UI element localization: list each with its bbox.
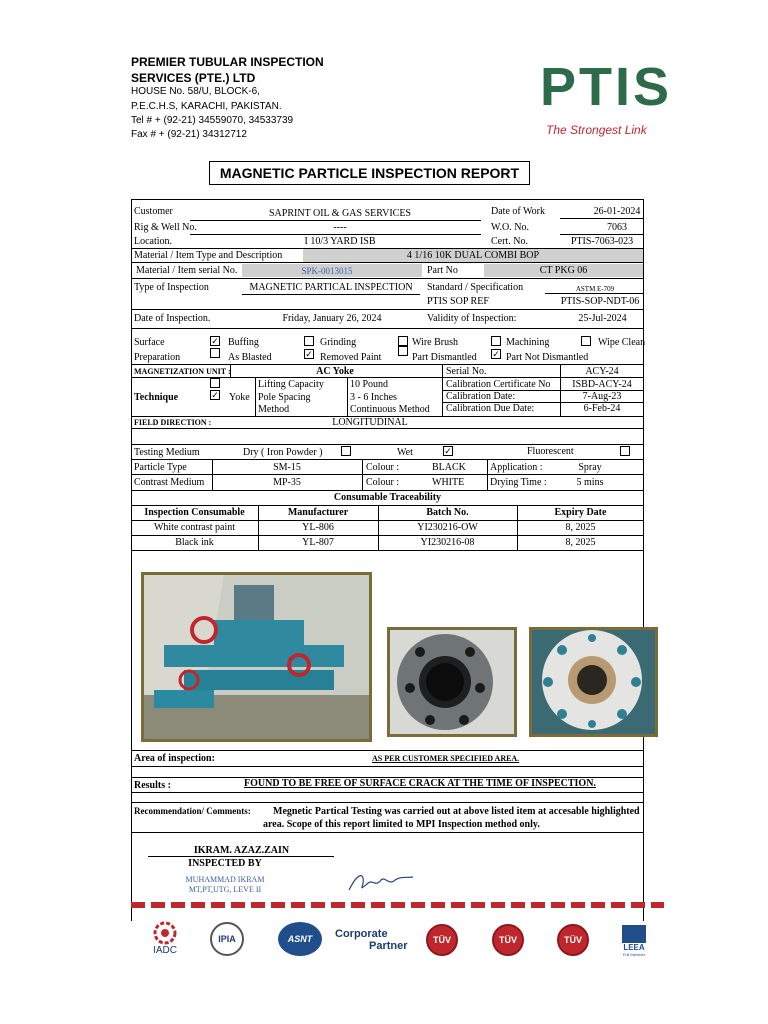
leea-logo — [620, 922, 648, 960]
std-label: Standard / Specification — [427, 282, 524, 293]
leea-emblem — [622, 925, 646, 943]
lifting-value: 10 Pound — [350, 379, 389, 390]
consumable-row-1-batch: YI230216-OW — [417, 522, 478, 533]
mag-serial-value: ACY-24 — [585, 366, 619, 377]
method-label: Method — [258, 404, 290, 415]
consumable-row-2-batch: YI230216-08 — [420, 537, 475, 548]
buffing-label: Buffing — [228, 337, 259, 348]
bop-photo-1 — [141, 572, 372, 742]
flange-photo-2 — [387, 627, 517, 737]
part-dismantled-checkbox[interactable] — [398, 346, 408, 356]
contrast-colour-value: WHITE — [432, 477, 465, 488]
dry-label: Dry ( Iron Powder ) — [243, 447, 323, 458]
drying-value: 5 mins — [576, 477, 604, 488]
company-tel: Tel # + (92-21) 34559070, 34533739 — [131, 115, 294, 126]
cal-due-label: Calibration Due Date: — [446, 403, 535, 414]
corporate-text: Corporate — [335, 928, 388, 940]
yoke-checkbox[interactable]: ✓ — [211, 390, 219, 400]
consumable-title: Consumable Traceability — [333, 492, 442, 503]
area-value: AS PER CUSTOMER SPECIFIED AREA. — [372, 754, 520, 763]
part-dismantled-label: Part Dismantled — [412, 352, 477, 363]
application-label: Application : — [490, 462, 543, 473]
area-label: Area of inspection: — [134, 753, 215, 764]
leea-text: LEEA — [623, 943, 645, 952]
wo-value: 7063 — [607, 222, 627, 233]
fluorescent-checkbox[interactable] — [620, 446, 630, 456]
mag-serial-label: Serial No. — [446, 366, 487, 377]
yoke-label: Yoke — [229, 392, 250, 403]
consumable-header-batch: Batch No. — [426, 507, 469, 518]
grinding-label: Grinding — [320, 337, 357, 348]
magnetization-unit-value: AC Yoke — [316, 366, 354, 377]
technique-blank-checkbox[interactable] — [210, 378, 220, 388]
surface-label-1: Surface — [134, 337, 165, 348]
corporate-partner-logo — [335, 928, 415, 956]
wipe-clean-label: Wipe Clean — [598, 337, 646, 348]
ptis-tagline: The Strongest Link — [546, 123, 647, 137]
part-value: CT PKG 06 — [539, 265, 588, 276]
pole-value: 3 - 6 Inches — [350, 392, 397, 403]
inspector-name: IKRAM. AZAZ.ZAIN — [193, 845, 290, 856]
cert-value: PTIS-7063-023 — [570, 236, 634, 247]
iadc-text: IADC — [153, 944, 177, 956]
item-label: Material / Item Type and Description — [134, 250, 283, 261]
application-value: Spray — [578, 462, 602, 473]
particle-colour-value: BLACK — [432, 462, 466, 473]
field-direction-value: LONGITUDINAL — [332, 417, 408, 428]
wet-label: Wet — [397, 447, 413, 458]
buffing-checkbox[interactable]: ✓ — [211, 336, 219, 346]
serial-value: SPK-0013015 — [301, 266, 353, 276]
company-name-line1: PREMIER TUBULAR INSPECTION — [131, 55, 324, 69]
machining-checkbox[interactable] — [491, 336, 501, 346]
field-direction-label: FIELD DIRECTION : — [134, 418, 212, 427]
tuv-text-2: TÜV — [499, 935, 517, 945]
iadc-logo — [140, 918, 190, 958]
as-blasted-label: As Blasted — [228, 352, 272, 363]
magnetization-unit-label: MAGNETIZATION UNIT : — [134, 367, 231, 376]
date-work-value: 26-01-2024 — [593, 206, 641, 217]
wire-brush-label: Wire Brush — [412, 337, 458, 348]
consumable-header-expiry: Expiry Date — [554, 507, 607, 518]
inspector-stamp-line-2: MT,PT,UTG, LEVE II — [188, 885, 262, 894]
cal-due-value: 6-Feb-24 — [583, 403, 621, 414]
fluorescent-label: Fluorescent — [527, 446, 574, 457]
wo-label: W.O. No. — [491, 222, 529, 233]
recommendation-label: Recommendation/ Comments: — [134, 806, 251, 816]
pole-label: Pole Spacing — [258, 392, 311, 403]
particle-type-value: SM-15 — [273, 462, 301, 473]
part-not-dismantled-checkbox[interactable]: ✓ — [492, 349, 500, 359]
wire-brush-checkbox[interactable] — [398, 336, 408, 346]
rig-label: Rig & Well No. — [134, 222, 197, 233]
removed-paint-label: Removed Paint — [320, 352, 382, 363]
contrast-colour-label: Colour : — [366, 477, 400, 488]
company-name-line2: SERVICES (PTE.) LTD — [131, 71, 256, 85]
particle-colour-label: Colour : — [366, 462, 400, 473]
ptis-logo — [538, 58, 672, 122]
consumable-row-1-expiry: 8, 2025 — [565, 522, 596, 533]
type-value: MAGNETIC PARTICAL INSPECTION — [249, 282, 413, 293]
serial-label: Material / Item serial No. — [136, 265, 238, 276]
report-title: MAGNETIC PARTICLE INSPECTION REPORT — [209, 161, 530, 185]
customer-label: Customer — [134, 206, 173, 217]
method-value: Continuous Method — [350, 404, 430, 415]
tuv-text-1: TÜV — [433, 935, 451, 945]
asnt-text: ASNT — [287, 934, 313, 944]
consumable-row-1-item: White contrast paint — [153, 522, 236, 533]
as-blasted-checkbox[interactable] — [210, 348, 220, 358]
rig-value: ---- — [333, 222, 347, 233]
tuv-logo-3 — [557, 924, 589, 956]
consumable-row-2-manufacturer: YL-807 — [302, 537, 334, 548]
type-label: Type of Inspection — [134, 282, 209, 293]
tuv-logo-1 — [426, 924, 458, 956]
cal-cert-label: Calibration Certificate No — [446, 379, 551, 390]
company-address-2: P.E.C.H.S, KARACHI, PAKISTAN. — [131, 101, 282, 112]
part-not-dismantled-label: Part Not Dismantled — [506, 352, 589, 363]
validity-label: Validity of Inspection: — [427, 313, 517, 324]
wet-checkbox[interactable]: ✓ — [444, 446, 452, 456]
cert-label: Cert. No. — [491, 236, 528, 247]
footer-stripe — [131, 902, 664, 908]
asnt-logo — [278, 922, 322, 956]
ipia-logo — [210, 922, 244, 956]
partner-text: Partner — [369, 940, 408, 952]
dry-checkbox[interactable] — [341, 446, 351, 456]
location-label: Location. — [134, 236, 173, 247]
lifting-label: Lifting Capacity — [258, 379, 324, 390]
grinding-checkbox[interactable] — [304, 336, 314, 346]
removed-paint-checkbox[interactable]: ✓ — [305, 349, 313, 359]
recommendation-line-2: area. Scope of this report limited to MPI Inspection method only. — [263, 819, 540, 830]
sop-label: PTIS SOP REF — [427, 296, 489, 307]
tuv-text-3: TÜV — [564, 935, 582, 945]
wipe-clean-checkbox[interactable] — [581, 336, 591, 346]
recommendation-line-1: Megnetic Partical Testing was carried out at above listed item at accesable highlighted — [273, 806, 640, 817]
consumable-row-2-expiry: 8, 2025 — [565, 537, 596, 548]
cal-date-label: Calibration Date: — [446, 391, 516, 402]
date-inspection-value: Friday, January 26, 2024 — [282, 313, 382, 324]
company-fax: Fax # + (92-21) 34312712 — [131, 129, 247, 140]
std-value: ASTM E-709 — [575, 285, 615, 293]
ptis-logo-text: PTIS — [540, 57, 673, 117]
testing-medium-label: Testing Medium — [134, 447, 200, 458]
particle-type-label: Particle Type — [134, 462, 187, 473]
date-inspection-label: Date of Inspection. — [134, 313, 211, 324]
leea-sub-text: Full Member — [622, 952, 646, 957]
iadc-icon — [152, 921, 178, 945]
drying-label: Drying Time : — [490, 477, 547, 488]
consumable-row-1-manufacturer: YL-806 — [302, 522, 334, 533]
technique-label: Technique — [134, 392, 179, 403]
part-label: Part No — [427, 265, 458, 276]
cal-date-value: 7-Aug-23 — [582, 391, 622, 402]
machining-label: Machining — [506, 337, 550, 348]
tuv-logo-2 — [492, 924, 524, 956]
inspector-signature — [345, 868, 415, 896]
inspected-by-label: INSPECTED BY — [188, 858, 262, 869]
contrast-medium-label: Contrast Medium — [134, 477, 205, 488]
results-value: FOUND TO BE FREE OF SURFACE CRACK AT THE TIME OF INSPECTION. — [244, 778, 596, 789]
consumable-row-2-item: Black ink — [175, 537, 214, 548]
sop-value: PTIS-SOP-NDT-06 — [560, 296, 640, 307]
flange-photo-3 — [529, 627, 658, 737]
company-address-1: HOUSE No. 58/U, BLOCK-6, — [131, 86, 260, 97]
date-work-label: Date of Work — [491, 206, 545, 217]
location-value: I 10/3 YARD ISB — [304, 236, 376, 247]
ipia-text: IPIA — [218, 934, 236, 944]
inspector-stamp-line-1: MUHAMMAD IKRAM — [185, 875, 265, 884]
customer-value: SAPRINT OIL & GAS SERVICES — [269, 208, 411, 219]
cal-cert-value: ISBD-ACY-24 — [572, 379, 632, 390]
consumable-header-manufacturer: Manufacturer — [287, 507, 349, 518]
consumable-header-item: Inspection Consumable — [144, 507, 245, 518]
item-value: 4 1/16 10K DUAL COMBI BOP — [406, 250, 540, 261]
surface-label-2: Preparation — [134, 352, 181, 363]
validity-value: 25-Jul-2024 — [578, 313, 627, 324]
results-label: Results : — [134, 780, 171, 791]
contrast-medium-value: MP-35 — [273, 477, 301, 488]
